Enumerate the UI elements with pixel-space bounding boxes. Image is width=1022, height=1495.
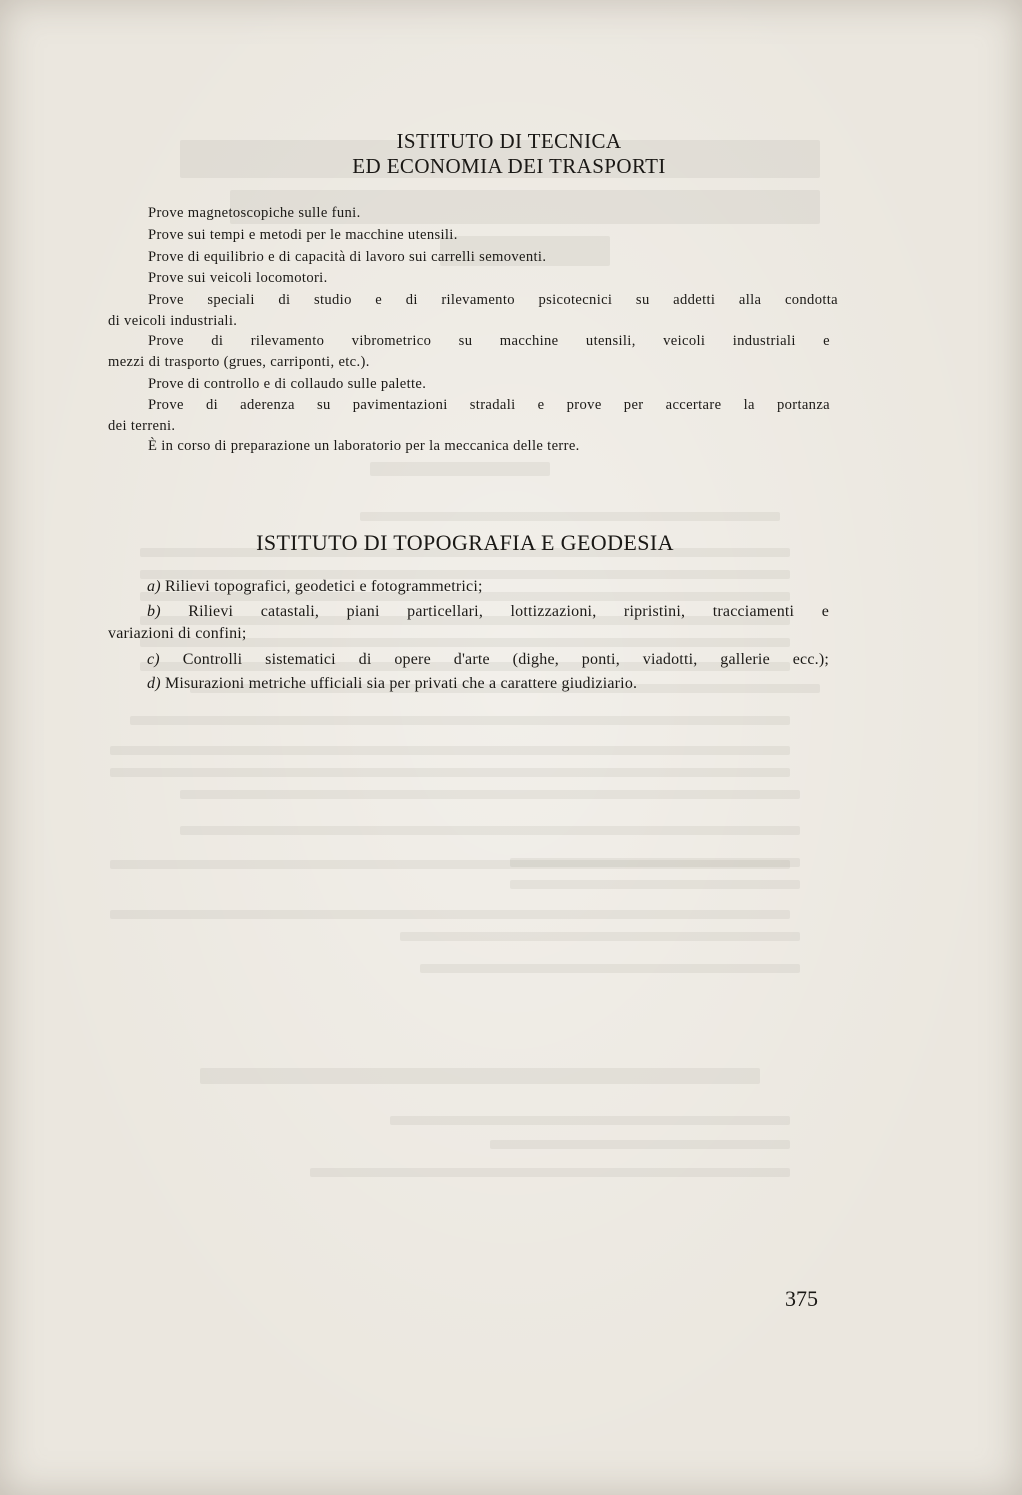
list-item	[147, 576, 483, 598]
text-line: Prove speciali di studio e di rilevamento psicotecnici su addetti alla condotta	[148, 292, 838, 308]
show-through-decoration	[360, 512, 780, 521]
list-marker: d)	[147, 675, 161, 692]
list-item	[147, 649, 829, 671]
list-item-text: Misurazioni metriche ufficiali sia per privati che a carattere giudiziario.	[164, 675, 638, 692]
show-through-decoration	[180, 826, 800, 835]
list-item-text: Rilievi catastali, piani particellari, lottizzazioni, ripristini, tracciamenti e	[188, 603, 829, 620]
list-marker: b)	[147, 603, 161, 620]
section-title: ED ECONOMIA DEI TRASPORTI	[352, 154, 666, 178]
list-item-text: Controlli sistematici di opere d'arte (dighe, ponti, viadotti, gallerie ecc.);	[182, 651, 830, 668]
list-marker: a)	[147, 578, 161, 595]
show-through-decoration	[110, 910, 790, 919]
page-number: 375	[785, 1286, 818, 1311]
text-line: Prove sui tempi e metodi per le macchine utensili.	[148, 227, 458, 243]
text-line: Prove di equilibrio e di capacità di lavoro sui carrelli semoventi.	[148, 249, 547, 265]
text-line: dei terreni.	[108, 418, 176, 434]
text-line: Prove di rilevamento vibrometrico su macchine utensili, veicoli industriali e	[148, 333, 830, 349]
show-through-decoration	[390, 1116, 790, 1125]
show-through-decoration	[370, 462, 550, 476]
text-line: mezzi di trasporto (grues, carriponti, etc.).	[108, 354, 370, 370]
list-marker: c)	[147, 651, 160, 668]
show-through-decoration	[310, 1168, 790, 1177]
show-through-decoration	[420, 964, 800, 973]
show-through-decoration	[200, 1068, 760, 1084]
show-through-decoration	[490, 1140, 790, 1149]
list-item-text: Rilievi topografici, geodetici e fotogrammetrici;	[164, 578, 483, 595]
show-through-decoration	[400, 932, 800, 941]
text-line: Prove di controllo e di collaudo sulle palette.	[148, 376, 427, 392]
list-item-continuation: variazioni di confini;	[108, 625, 247, 642]
text-line: di veicoli industriali.	[108, 313, 238, 329]
text-line: Prove di aderenza su pavimentazioni stradali e prove per accertare la portanza	[148, 397, 830, 413]
list-item	[147, 601, 829, 623]
show-through-decoration	[180, 790, 800, 799]
text-line: Prove magnetoscopiche sulle funi.	[148, 205, 361, 221]
section-title: ISTITUTO DI TOPOGRAFIA E GEODESIA	[256, 530, 674, 555]
show-through-decoration	[110, 746, 790, 755]
section-title: ISTITUTO DI TECNICA	[396, 129, 622, 153]
show-through-decoration	[130, 716, 790, 725]
list-item	[147, 673, 637, 695]
show-through-decoration	[110, 860, 790, 869]
show-through-decoration	[110, 768, 790, 777]
text-line: È in corso di preparazione un laboratorio per la meccanica delle terre.	[148, 438, 580, 454]
show-through-decoration	[510, 880, 800, 889]
text-line: Prove sui veicoli locomotori.	[148, 270, 328, 286]
